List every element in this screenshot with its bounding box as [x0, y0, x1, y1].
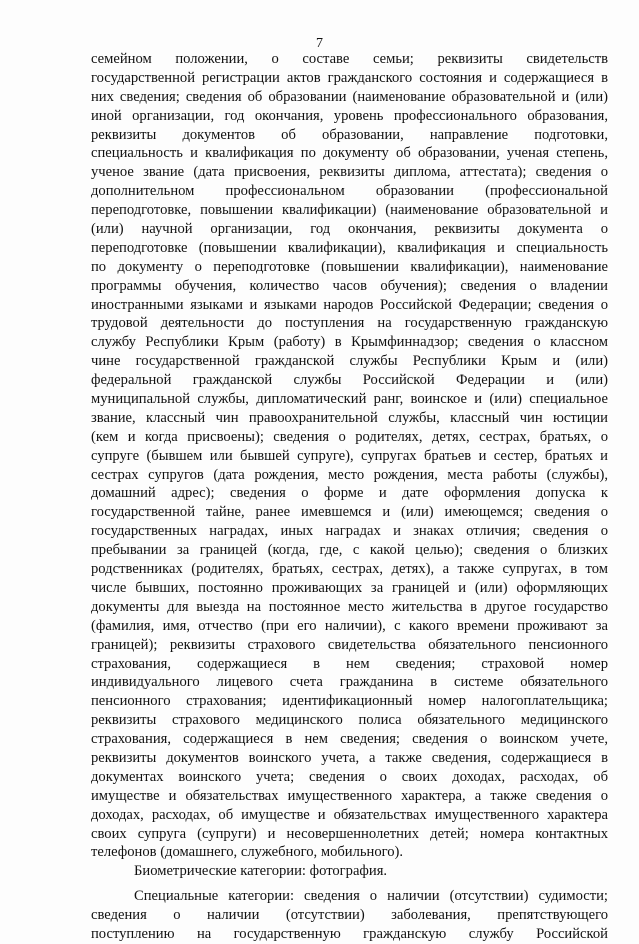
text-line: числе бывших, постоянно проживающих за границей и (или) оформляющих: [91, 579, 608, 596]
text-line: специальность и квалификация по документу об образовании, ученая степень,: [91, 145, 608, 162]
text-line: доходах, расходах, об имуществе и обязательствах имущественного характера: [91, 806, 608, 823]
text-line: супруге (бывшем или бывшей супруге), супругах братьев и сестер, братьях и: [91, 447, 608, 464]
text-line: чине государственной гражданской службы Республики Крым и (или): [91, 353, 608, 370]
text-line: реквизиты документов об образовании, направление подготовки,: [91, 126, 608, 143]
text-line: иной организации, год окончания, уровень профессионального образования,: [91, 107, 608, 124]
text-line: по документу о переподготовке (повышении квалификации), наименование: [91, 258, 608, 275]
text-line: своих супруга (супруги) и несовершеннолетних детей; номера контактных: [91, 825, 608, 842]
text-line: телефонов (домашнего, служебного, мобильного).: [91, 844, 404, 861]
text-line: реквизиты страхового медицинского полиса обязательного медицинского: [91, 712, 608, 729]
text-line: поступлению на государственную гражданскую службу Российской: [91, 925, 608, 942]
text-line: государственной тайне, ранее имевшемся и (или) имеющемся; сведения о: [91, 504, 608, 521]
page-number: 7: [316, 36, 323, 51]
text-line: страхования, содержащиеся в нем сведения; страховой номер: [91, 655, 608, 672]
text-line: реквизиты документов воинского учета, а также сведения, содержащиеся в: [91, 749, 608, 766]
document-body: [91, 50, 608, 944]
paragraph-special-categories: [91, 887, 608, 944]
text-line: индивидуального лицевого счета гражданина в системе обязательного: [91, 674, 608, 691]
text-line: границей); реквизиты страхового свидетельства обязательного пенсионного: [91, 636, 608, 653]
text-line: переподготовке, повышении квалификации) (наименование образовательной и: [91, 202, 608, 219]
text-line: службу Республики Крым (работу) в Крымфиннадзор; сведения о классном: [91, 334, 608, 351]
text-line: трудовой деятельности до поступления на государственную гражданскую: [91, 315, 608, 332]
text-line: (фамилия, имя, отчество (при его наличии), с какого времени проживают за: [91, 617, 608, 634]
text-line: домашний адрес); сведения о форме и дате оформления допуска к: [91, 485, 608, 502]
text-line: муниципальной службы, дипломатический ранг, воинское и (или) специальное: [91, 391, 608, 408]
text-line: документы для выезда на постоянное место жительства в другое государство: [91, 598, 608, 615]
text-line: пребывании за границей (когда, где, с какой целью); сведения о близких: [91, 542, 608, 559]
text-line: страхования, содержащиеся в нем сведения; сведения о воинском учете,: [91, 731, 608, 748]
text-line: сведения о наличии (отсутствии) заболевания, препятствующего: [91, 907, 608, 924]
text-line: имуществе и обязательствах имущественного характера, а также сведения о: [91, 787, 608, 804]
text-line: государственной регистрации актов гражданского состояния и содержащиеся в: [91, 69, 608, 86]
text-line: программы обучения, количество часов обучения); сведения о владении: [91, 277, 608, 294]
text-line: документах воинского учета; сведения о своих доходах, расходах, об: [91, 768, 608, 785]
text-line: семейном положении, о составе семьи; реквизиты свидетельств: [91, 51, 608, 67]
paragraph-personal-data: [91, 50, 608, 862]
text-line: переподготовке (повышении квалификации), квалификация и специальность: [91, 239, 608, 256]
text-line: (или) научной организации, год окончания, реквизиты документа о: [91, 221, 608, 238]
text-line: сестрах супругов (дата рождения, место рождения, места работы (службы),: [91, 466, 608, 483]
text-line: Биометрические категории: фотография.: [134, 863, 388, 880]
text-line: ученое звание (дата присвоения, реквизиты диплома, аттестата); сведения о: [91, 164, 608, 181]
text-line: них сведения; сведения об образовании (наименование образовательной и (или): [91, 88, 608, 105]
text-line: государственных наградах, иных наградах и знаках отличия; сведения о: [91, 523, 608, 540]
text-line: звание, классный чин правоохранительной службы, классный чин юстиции: [91, 409, 608, 426]
text-line: иностранными языками и языками народов Российской Федерации; сведения о: [91, 296, 608, 313]
paragraph-biometric-categories: [91, 862, 608, 881]
text-line: федеральной гражданской службы Российской Федерации и (или): [91, 372, 608, 389]
text-line: Специальные категории: сведения о наличии (отсутствии) судимости;: [134, 888, 608, 905]
text-line: пенсионного страхования; идентификационный номер налогоплательщика;: [91, 693, 608, 710]
text-line: дополнительном профессиональном образовании (профессиональной: [91, 183, 608, 200]
text-line: родственниках (родителях, братьях, сестрах, детях), а также супругах, в том: [91, 561, 608, 578]
text-line: (кем и когда присвоены); сведения о родителях, детях, сестрах, братьях, о: [91, 428, 608, 445]
